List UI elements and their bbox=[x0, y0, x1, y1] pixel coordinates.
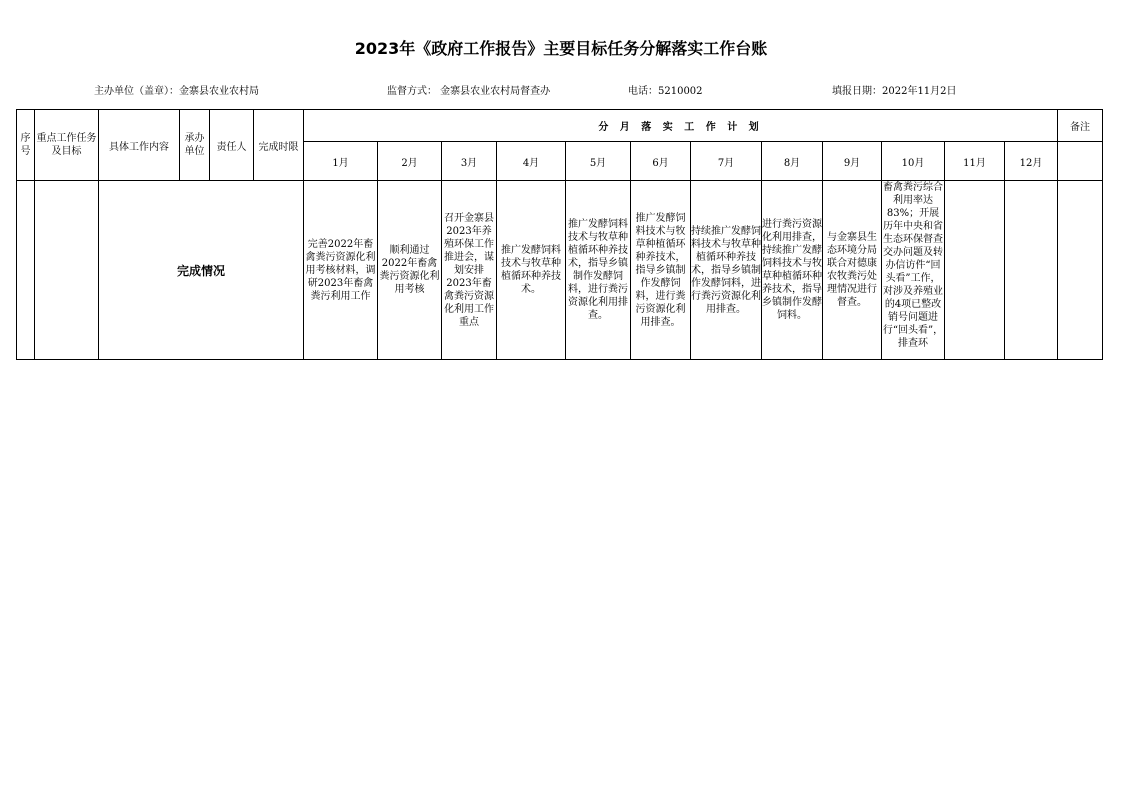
month-cell-2: 顺利通过2022年畜禽粪污资源化利用考核 bbox=[378, 181, 442, 360]
month-cell-8: 进行粪污资源化利用排查，持续推广发酵饲料技术与牧草种植循环种养技术，指导乡镇制作发酵饲料。 bbox=[762, 181, 823, 360]
month-cell-4: 推广发酵饲料技术与牧草种植循环种养技术。 bbox=[497, 181, 566, 360]
month-cell-7: 持续推广发酵饲料技术与牧草种植循环种养技术，指导乡镇制作发酵饲料，进行粪污资源化利用排查。 bbox=[691, 181, 762, 360]
task-cell bbox=[35, 181, 99, 360]
month-header: 1月 bbox=[304, 142, 378, 181]
month-header: 4月 bbox=[497, 142, 566, 181]
month-cell-1: 完善2022年畜禽粪污资源化利用考核材料，调研2023年畜禽粪污利用工作 bbox=[304, 181, 378, 360]
month-cell-9: 与金寨县生态环境分局联合对德康农牧粪污处理情况进行督查。 bbox=[823, 181, 882, 360]
seq-cell bbox=[17, 181, 35, 360]
header-task: 重点工作任务及目标 bbox=[35, 110, 99, 181]
month-header: 6月 bbox=[631, 142, 691, 181]
phone: 电话：5210002 bbox=[628, 86, 703, 97]
month-cell-11 bbox=[945, 181, 1005, 360]
month-cell-6: 推广发酵饲料技术与牧草种植循环种养技术，指导乡镇制作发酵饲料，进行粪污资源化利用排查。 bbox=[631, 181, 691, 360]
month-header: 11月 bbox=[945, 142, 1005, 181]
month-header: 8月 bbox=[762, 142, 823, 181]
header-monthly-plan: 分 月 落 实 工 作 计 划 bbox=[304, 110, 1058, 142]
header-unit: 承办单位 bbox=[180, 110, 210, 181]
header-seq: 序号 bbox=[17, 110, 35, 181]
month-header: 5月 bbox=[566, 142, 631, 181]
page-title: 2023年《政府工作报告》主要目标任务分解落实工作台账 bbox=[354, 39, 768, 58]
month-header: 12月 bbox=[1005, 142, 1058, 181]
note-subheader bbox=[1058, 142, 1103, 181]
note-cell bbox=[1058, 181, 1103, 360]
month-header: 9月 bbox=[823, 142, 882, 181]
header-deadline: 完成时限 bbox=[254, 110, 304, 181]
month-header: 10月 bbox=[882, 142, 945, 181]
host-unit: 主办单位（盖章）：金寨县农业农村局 bbox=[94, 86, 259, 97]
month-cell-10 bbox=[882, 181, 945, 360]
ledger-table bbox=[16, 109, 1103, 360]
completion-label: 完成情况 bbox=[99, 181, 304, 360]
header-content: 具体工作内容 bbox=[99, 110, 180, 181]
month-header: 3月 bbox=[442, 142, 497, 181]
header-note: 备注 bbox=[1058, 110, 1103, 142]
month-header: 2月 bbox=[378, 142, 442, 181]
supervision-method: 监督方式： 金寨县农业农村局督查办 bbox=[387, 86, 551, 97]
month-cell-12 bbox=[1005, 181, 1058, 360]
fill-date: 填报日期：2022年11月2日 bbox=[832, 86, 957, 97]
header-owner: 责任人 bbox=[210, 110, 254, 181]
month-header: 7月 bbox=[691, 142, 762, 181]
month-cell-5: 推广发酵饲料技术与牧草种植循环种养技术，指导乡镇制作发酵饲料，进行粪污资源化利用排查。 bbox=[566, 181, 631, 360]
month-cell-10-text: 畜禽粪污综合利用率达83%；开展历年中央和省生态环保督查交办问题及转办信访件“回头看”工作，对涉及养殖业的4项已整改销号问题进行“回头看”，排查环 bbox=[882, 182, 944, 349]
month-cell-3: 召开金寨县2023年养殖环保工作推进会，谋划安排2023年畜禽粪污资源化利用工作重点 bbox=[442, 181, 497, 360]
